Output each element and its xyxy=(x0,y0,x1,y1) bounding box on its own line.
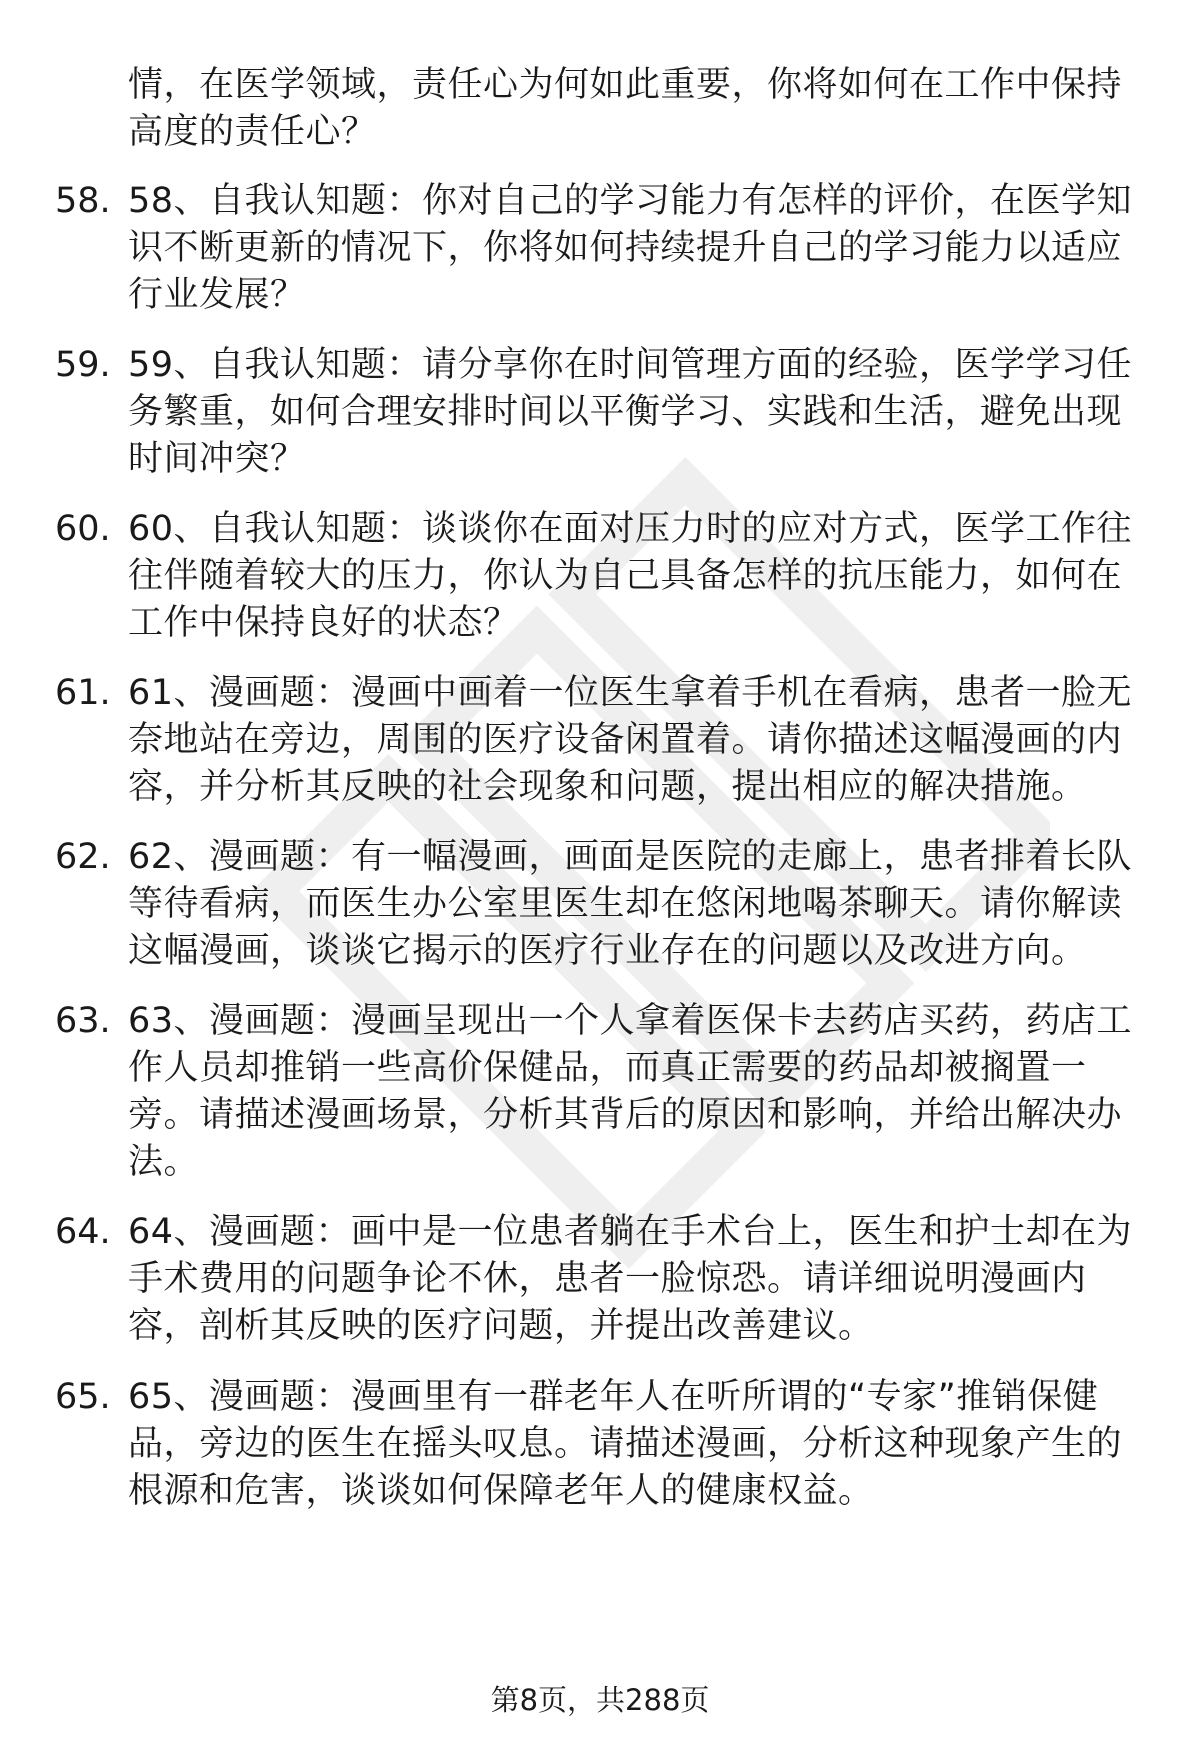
item-number: 58. xyxy=(55,181,111,221)
continued-question-text: 情，在医学领域，责任心为何如此重要，你将如何在工作中保持高度的责任心？ xyxy=(128,65,1123,152)
question-text: 64、漫画题：画中是一位患者躺在手术台上，医生和护士却在为手术费用的问题争论不休，患者一脸惊恐。请详细说明漫画内容，剖析其反映的医疗问题，并提出改善建议。 xyxy=(128,1212,1133,1346)
question-text: 60、自我认知题：谈谈你在面对压力时的应对方式，医学工作往往伴随着较大的压力，你认为自己具备怎样的抗压能力，如何在工作中保持良好的状态？ xyxy=(128,509,1133,643)
question-text: 61、漫画题：漫画中画着一位医生拿着手机在看病，患者一脸无奈地站在旁边，周围的医疗设备闲置着。请你描述这幅漫画的内容，并分析其反映的社会现象和问题，提出相应的解决措施。 xyxy=(128,673,1133,807)
item-number: 64. xyxy=(55,1212,111,1252)
item-number: 61. xyxy=(55,673,111,713)
question-text: 65、漫画题：漫画里有一群老年人在听所谓的“专家”推销保健品，旁边的医生在摇头叹息。请描述漫画，分析这种现象产生的根源和危害，谈谈如何保障老年人的健康权益。 xyxy=(128,1377,1123,1511)
page-number: 第8页，共288页 xyxy=(490,1683,710,1717)
question-text: 62、漫画题：有一幅漫画，画面是医院的走廊上，患者排着长队等待看病，而医生办公室里医生却在悠闲地喝茶聊天。请你解读这幅漫画，谈谈它揭示的医疗行业存在的问题以及改进方向。 xyxy=(128,837,1133,971)
question-text: 63、漫画题：漫画呈现出一个人拿着医保卡去药店买药，药店工作人员却推销一些高价保健品，而真正需要的药品却被搁置一旁。请描述漫画场景，分析其背后的原因和影响，并给出解决办法。 xyxy=(128,1001,1133,1182)
item-number: 63. xyxy=(55,1001,111,1041)
item-number: 65. xyxy=(55,1377,111,1417)
item-number: 62. xyxy=(55,837,111,877)
item-number: 59. xyxy=(55,345,111,385)
question-text: 59、自我认知题：请分享你在时间管理方面的经验，医学学习任务繁重，如何合理安排时间以平衡学习、实践和生活，避免出现时间冲突？ xyxy=(128,345,1133,479)
question-text: 58、自我认知题：你对自己的学习能力有怎样的评价，在医学知识不断更新的情况下，你将如何持续提升自己的学习能力以适应行业发展？ xyxy=(128,181,1133,315)
item-number: 60. xyxy=(55,509,111,549)
